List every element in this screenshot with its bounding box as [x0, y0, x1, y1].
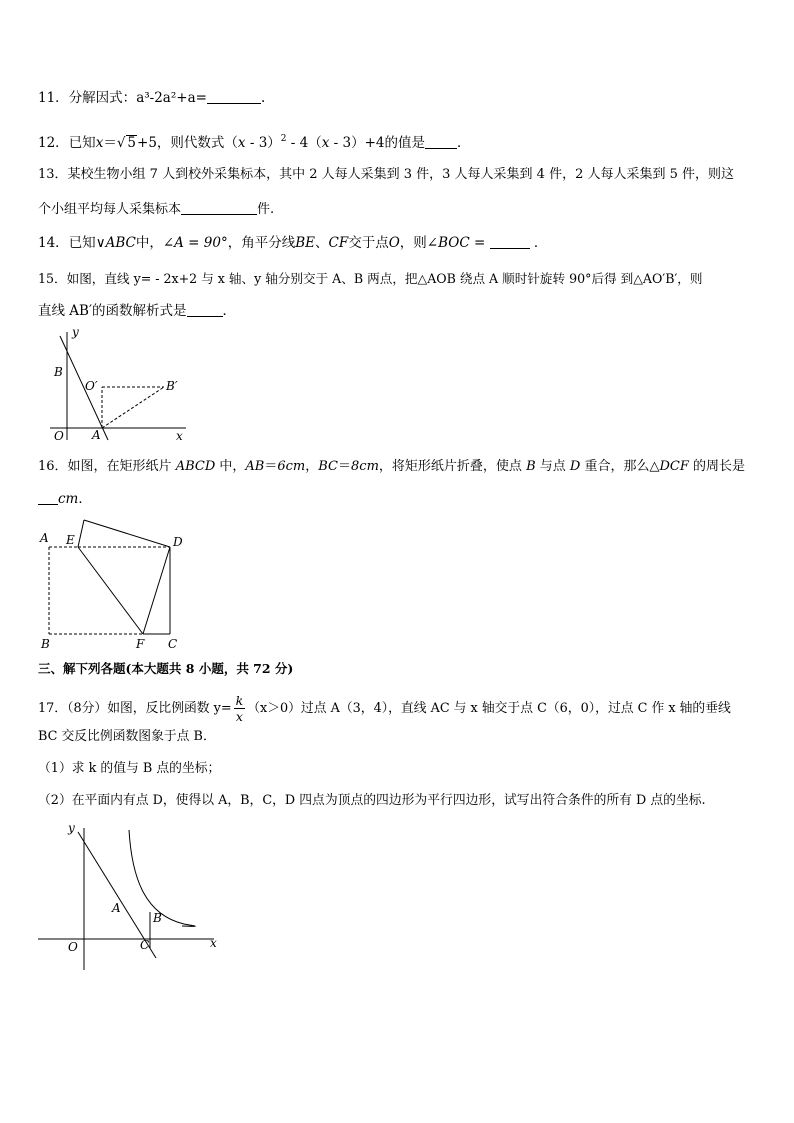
answer-blank: [425, 134, 457, 149]
label-y: y: [72, 325, 79, 339]
label-b-prime: B′: [166, 379, 178, 393]
label-c: C: [168, 637, 178, 651]
label-b: B: [153, 911, 162, 925]
question-13-line1: 13．某校生物小组 7 人到校外采集标本，其中 2 人每人采集到 3 件，3 人每人采集到 4 件，2 人每人采集到 5 件，则这: [38, 167, 735, 182]
question-12: 12．已知x＝√ 5+5，则代数式（x - 3）$^2$ - 4（x - 3）+4的值是 ．: [38, 134, 471, 151]
hyperbola-curve: [129, 830, 195, 926]
fold-line-ef: [78, 547, 143, 634]
segment-df: [143, 547, 170, 634]
fraction-k-over-x: $\frac{k}{x}$: [235, 693, 244, 724]
label-x: x: [176, 429, 183, 443]
question-14: 14．已知∨ABC中，∠A = 90°，角平分线BE、CF交于点O，则∠BOC = ．: [38, 235, 548, 251]
label-c: C: [140, 938, 150, 952]
q15-figure: [40, 322, 200, 446]
label-a: A: [112, 901, 121, 915]
question-17-line1: 17．（8分）如图，反比例函数 y= $\frac{k}{x}$ （x＞0）过点 A（3，4），直线 AC 与 x 轴交于点 C（6，0），过点 C 作 x 轴的垂线: [38, 693, 731, 724]
answer-blank: [181, 200, 257, 215]
answer-blank: [490, 234, 530, 249]
answer-blank: [38, 490, 58, 505]
answer-blank: [207, 89, 261, 104]
answer-blank: [187, 302, 223, 317]
question-16-line2: cm．: [38, 490, 92, 508]
q17-figure: [34, 820, 224, 975]
label-b: B: [54, 365, 63, 379]
label-o: O: [54, 429, 64, 443]
label-x: x: [210, 936, 217, 950]
question-15-line1: 15．如图，直线 y= - 2x+2 与 x 轴、y 轴分别交于 A、B 两点，把△AOB 绕点 A 顺时针旋转 90°后得 到△AO′B′，则: [38, 271, 703, 286]
label-o: O: [68, 940, 78, 954]
q16-figure: [36, 514, 196, 654]
question-17-part2: （2）在平面内有点 D，使得以 A，B，C，D 四点为顶点的四边形为平行四边形，试写出符合条件的所有 D 点的坐标.: [38, 793, 706, 808]
question-17-line2: BC 交反比例函数图象于点 B．: [38, 729, 216, 744]
question-16-line1: 16．如图，在矩形纸片 ABCD 中，AB＝6cm，BC＝8cm，将矩形纸片折叠，使点 B 与点 D 重合，那么△DCF 的周长是: [38, 459, 745, 474]
question-15-line2: 直线 AB′的函数解析式是 ．: [38, 303, 237, 319]
label-d: D: [173, 535, 183, 549]
folded-edge-d: [84, 520, 170, 547]
label-a: A: [92, 428, 101, 442]
label-o-prime: O′: [85, 379, 98, 393]
label-e: E: [66, 533, 75, 547]
sqrt-radicand: 5: [127, 135, 137, 151]
label-f: F: [136, 637, 145, 651]
label-y: y: [68, 821, 75, 835]
section-heading: 三、解下列各题(本大题共 8 小题，共 72 分): [38, 661, 294, 676]
label-a: A: [40, 531, 49, 545]
question-17-part1: （1）求 k 的值与 B 点的坐标；: [38, 761, 221, 776]
segment-a-b-prime: [102, 387, 164, 428]
question-11: 11．分解因式：a³-2a²+a= .: [38, 90, 266, 106]
folded-edge-e: [78, 520, 84, 547]
label-b: B: [41, 637, 50, 651]
question-13-line2: 个小组平均每人采集标本 件.: [38, 202, 275, 217]
